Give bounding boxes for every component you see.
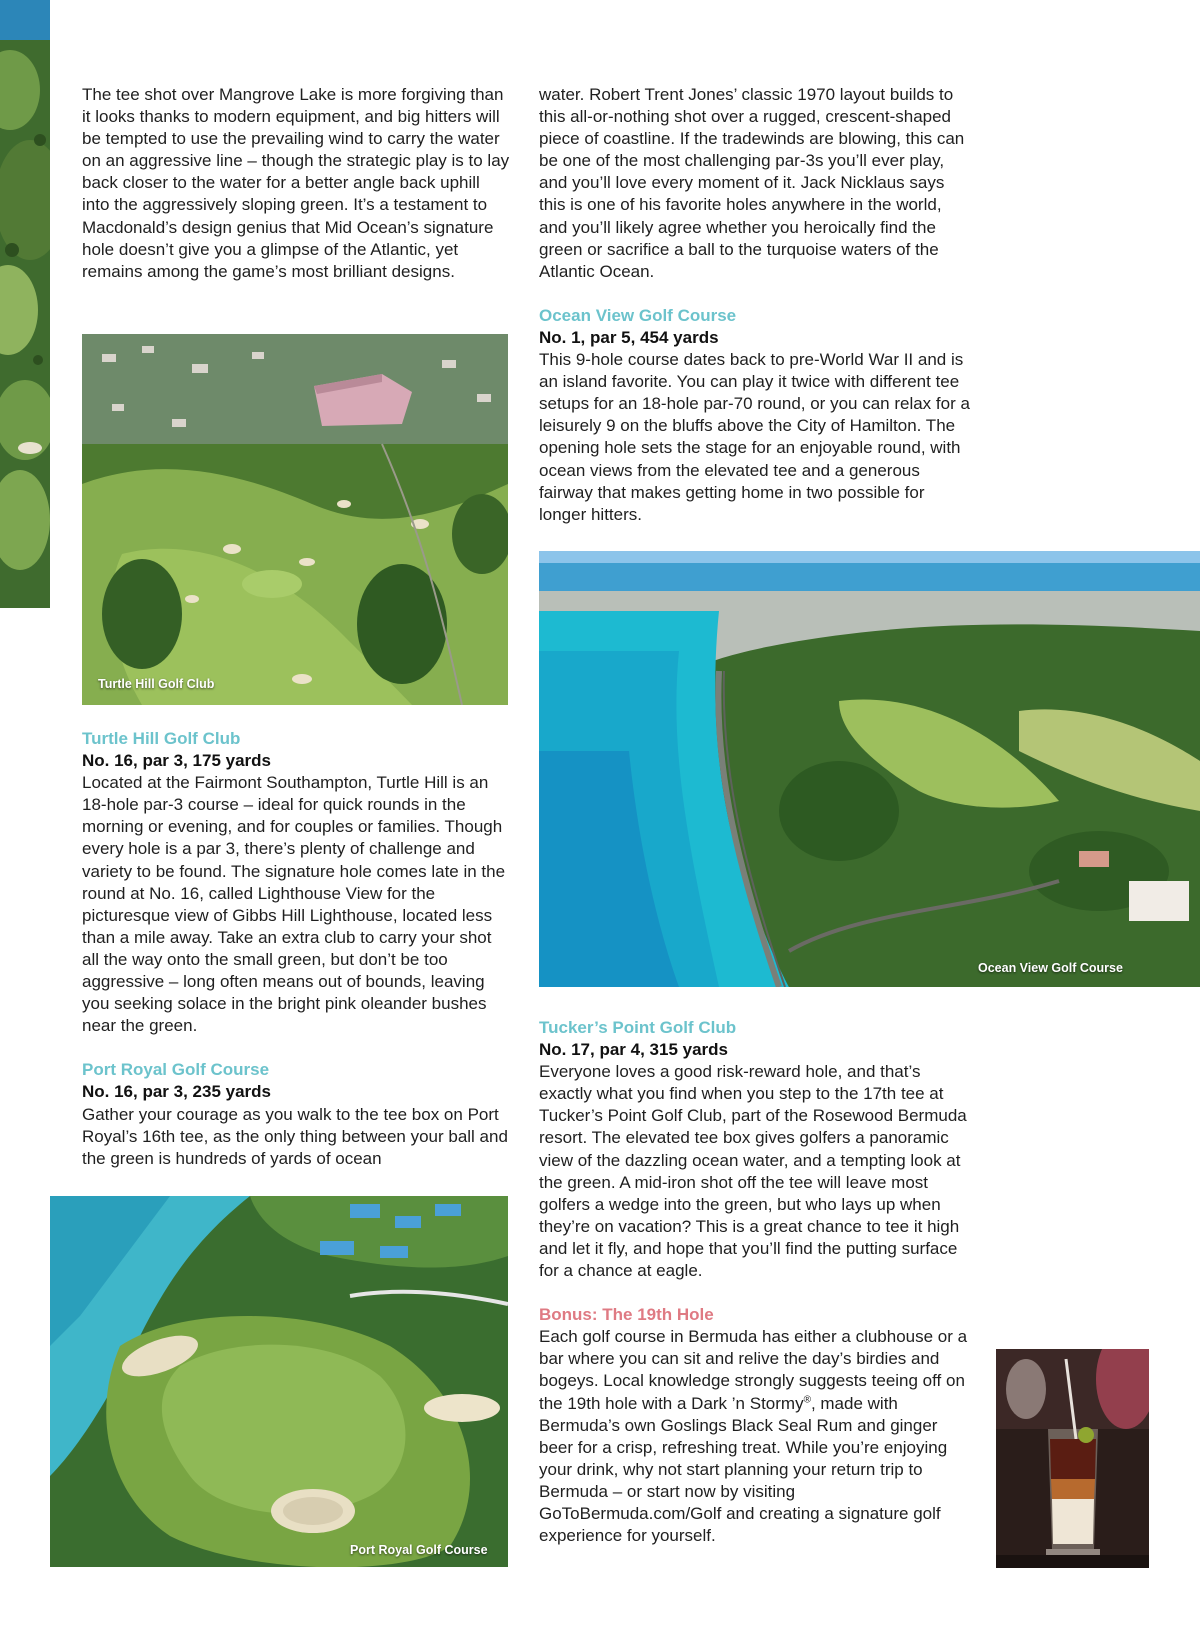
turtle-hill-title: Turtle Hill Golf Club	[82, 729, 241, 748]
port-royal-hole: No. 16, par 3, 235 yards	[82, 1082, 271, 1102]
turtle-hill-caption: Turtle Hill Golf Club	[98, 677, 215, 691]
left-lower-column	[82, 728, 510, 1170]
bonus-body-after: , made with Bermuda’s own Goslings Black Seal Rum and ginger beer for a crisp, refreshing treat. While you’re enjoying your drink, why not start planning your return trip to Bermuda – or start now by visiting GoToBermuda.com/Golf and creating a signature golf experience for yourself.	[539, 1393, 948, 1546]
dark-n-stormy-photo	[996, 1349, 1149, 1568]
tuckers-point-hole: No. 17, par 4, 315 yards	[539, 1040, 728, 1060]
intro-left-paragraph: The tee shot over Mangrove Lake is more forgiving than it looks thanks to modern equipment, and big hitters will be tempted to use the prevailing wind to carry the water on an aggressive line – though the strategic play is to lay back closer to the water for a better angle back uphill into the aggressively sloping green. It’s a testament to Macdonald’s design genius that Mid Ocean’s signature hole doesn’t give you a glimpse of the Atlantic, yet remains among the game’s most brilliant designs.	[82, 85, 510, 281]
ocean-view-caption: Ocean View Golf Course	[978, 961, 1123, 975]
tuckers-point-body: Everyone loves a good risk-reward hole, and that’s exactly what you find when you step to the 17th tee at Tucker’s Point Golf Club, part of the Rosewood Bermuda resort. The elevated tee box gives golfers a panoramic view of the dazzling ocean water, and a tempting look at the green. A mid-iron shot off the tee will leave most golfers a wedge into the green, but who lays up when they’re on vacation? This is a great chance to tee it high and let it fly, and hope that you’ll find the putting surface for a chance at eagle.	[539, 1062, 967, 1281]
edge-aerial-photo	[0, 0, 50, 608]
bonus-title: Bonus: The 19th Hole	[539, 1305, 714, 1325]
bonus-body	[539, 1326, 971, 1547]
ocean-view-hole: No. 1, par 5, 454 yards	[539, 327, 719, 347]
ocean-view-body: This 9-hole course dates back to pre-World War II and is an island favorite. You can play it twice with different tee setups for an 18-hole par-70 round, or you can relax for a leisurely 9 on the bluffs above the City of Hamilton. The opening hole sets the stage for an enjoyable round, with ocean views from the elevated tee and a generous fairway that makes getting home in two possible for longer hitters.	[539, 350, 970, 524]
port-royal-caption: Port Royal Golf Course	[350, 1543, 488, 1557]
intro-right-paragraph: water. Robert Trent Jones’ classic 1970 layout builds to this all-or-nothing shot over a rugged, crescent-shaped piece of coastline. If the tradewinds are blowing, this can be one of the most challenging par-3s you’ll ever play, and you’ll love every moment of it. Jack Nicklaus says this is one of his favorite holes anywhere in the world, and you’ll likely agree whether you heroically find the green or sacrifice a ball to the turquoise waters of the Atlantic Ocean.	[539, 85, 965, 281]
tuckers-point-title: Tucker’s Point Golf Club	[539, 1018, 737, 1037]
turtle-hill-hole: No. 16, par 3, 175 yards	[82, 751, 271, 771]
intro-left-column	[82, 84, 510, 283]
port-royal-photo	[50, 1196, 508, 1567]
port-royal-title: Port Royal Golf Course	[82, 1060, 270, 1080]
bonus-body-before: Each golf course in Bermuda has either a clubhouse or a bar where you can sit and relive the day’s birdies and bogeys. Local knowledge strongly suggests teeing off on the 19th hole with a Dark ’n Stormy	[539, 1327, 968, 1413]
registered-mark: ®	[803, 1393, 811, 1405]
intro-right-column	[539, 84, 971, 526]
port-royal-body: Gather your courage as you walk to the tee box on Port Royal’s 16th tee, as the only thing between your ball and the green is hundreds of yards of ocean	[82, 1104, 508, 1168]
right-lower-column	[539, 1017, 971, 1547]
ocean-view-title: Ocean View Golf Course	[539, 305, 737, 325]
turtle-hill-body: Located at the Fairmont Southampton, Turtle Hill is an 18-hole par-3 course – ideal for quick rounds in the morning or evening, and for couples or families. Though every hole is a par 3, there’s plenty of challenge and variety to be found. The signature hole comes late in the round at No. 16, called Lighthouse View for the picturesque view of Gibbs Hill Lighthouse, located less than a mile away. Take an extra club to carry your shot all the way onto the small green, but don’t be too aggressive – long often means out of bounds, leaving you seeking solace in the bright pink oleander bushes near the green.	[82, 773, 506, 1036]
turtle-hill-photo	[82, 334, 508, 705]
ocean-view-photo	[539, 551, 1200, 987]
